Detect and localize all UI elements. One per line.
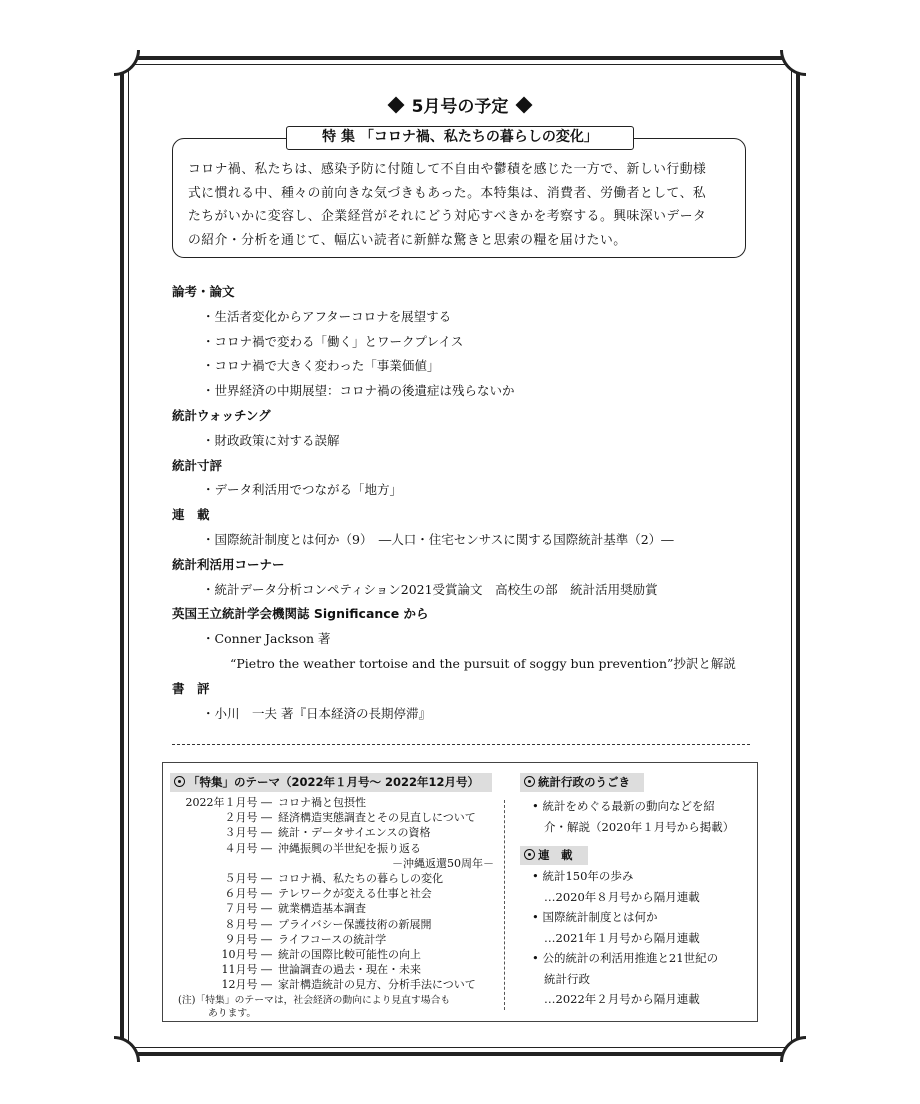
- theme-month: ８月号 ―: [224, 917, 272, 931]
- theme-topic: コロナ禍、私たちの暮らしの変化: [278, 871, 443, 885]
- list-item: “Pietro the weather tortoise and the pursuit of soggy bun prevention”抄訳と解説: [230, 655, 736, 671]
- divider: [172, 744, 750, 746]
- circle-dot-icon: [524, 849, 535, 860]
- list-item: ・世界経済の中期展望：コロナ禍の後遺症は残らないか: [202, 383, 515, 399]
- column-divider: [504, 800, 505, 1010]
- category-heading: 連 載: [172, 507, 210, 523]
- list-item: ・統計データ分析コンペティション2021受賞論文 高校生の部 統計活用奨励賞: [202, 581, 658, 597]
- theme-note-line: あります。: [208, 1008, 257, 1020]
- theme-row: [176, 871, 504, 886]
- theme-month: 10月号 ―: [221, 947, 272, 961]
- serial-line: …2021年１月号から隔月連載: [544, 930, 700, 945]
- serial-heading-text: 連 載: [538, 848, 573, 862]
- theme-month: ５月号 ―: [224, 871, 272, 885]
- serial-line: 統計行政: [544, 971, 590, 986]
- list-item: ・小川 一夫 著『日本経済の長期停滞』: [202, 705, 431, 721]
- serial-line: • 統計150年の歩み: [532, 869, 634, 883]
- themes-heading-text: 「特集」のテーマ（2022年１月号〜 2022年12月号）: [188, 775, 480, 789]
- admin-heading: [520, 773, 644, 792]
- contents-list: [172, 280, 772, 726]
- theme-topic: 世論調査の過去・現在・未来: [278, 963, 421, 977]
- category-heading: 統計ウォッチング: [172, 407, 271, 423]
- admin-line: • 統計をめぐる最新の動向などを紹: [532, 799, 715, 813]
- page-title: [0, 92, 920, 117]
- theme-row: [176, 901, 504, 916]
- list-item: ・コロナ禍で変わる「働く」とワークプレイス: [202, 333, 464, 349]
- category-heading: 統計寸評: [172, 457, 223, 473]
- category-heading: 統計利活用コーナー: [172, 556, 285, 572]
- theme-row: [176, 886, 504, 901]
- theme-month: ９月号 ―: [224, 932, 272, 946]
- theme-month: 2022年１月号 ―: [185, 796, 272, 809]
- feature-line: たちがいかに変容し、企業経営がそれにどう対応すべきかを考察する。興味深いデータ: [188, 209, 707, 224]
- theme-topic: 沖縄振興の半世紀を振り返る: [278, 841, 421, 855]
- serial-heading: [520, 846, 588, 865]
- themes-heading: [170, 773, 492, 792]
- category-heading: 英国王立統計学会機関誌 Significance から: [172, 606, 429, 622]
- admin-line: 介・解説（2020年１月号から掲載）: [544, 819, 735, 834]
- theme-topic: テレワークが変える仕事と社会: [278, 887, 432, 901]
- theme-row: [176, 810, 504, 825]
- theme-note-line: (注)「特集」のテーマは，社会経済の動向により見直す場合も: [178, 995, 451, 1007]
- theme-subtitle: －沖縄返還50周年－: [392, 856, 494, 870]
- theme-row: [176, 841, 504, 856]
- feature-description: [188, 158, 736, 252]
- theme-month: 11月号 ―: [221, 963, 272, 977]
- theme-topic: 経済構造実態調査とその見直しについて: [278, 811, 476, 825]
- category-heading: 書 評: [172, 680, 210, 696]
- page-title-text: 5月号の予定: [411, 97, 509, 117]
- theme-month: 12月号 ―: [221, 978, 272, 992]
- theme-row: [176, 977, 504, 992]
- theme-month: ６月号 ―: [224, 887, 272, 901]
- theme-row: [176, 947, 504, 962]
- theme-month: ２月号 ―: [224, 811, 272, 825]
- admin-heading-text: 統計行政のうごき: [538, 775, 630, 789]
- circle-dot-icon: [174, 776, 185, 787]
- theme-topic: ライフコースの統計学: [278, 932, 387, 946]
- admin-list: [532, 796, 752, 837]
- feature-line: 式に慣れる中、種々の前向きな気づきもあった。本特集は、消費者、労働者として、私: [188, 185, 707, 201]
- theme-month: ７月号 ―: [224, 902, 272, 916]
- theme-topic: 就業構造基本調査: [278, 902, 366, 916]
- theme-topic: 統計・データサイエンスの資格: [278, 826, 431, 840]
- serial-line: • 国際統計制度とは何か: [532, 910, 658, 924]
- serial-list: [532, 866, 752, 1010]
- theme-topic: コロナ禍と包摂性: [278, 796, 366, 809]
- diamond-icon: [387, 97, 404, 114]
- list-item: ・コロナ禍で大きく変わった「事業価値」: [202, 358, 440, 374]
- feature-line: コロナ禍、私たちは、感染予防に付随して不自由や鬱積を感じた一方で、新しい行動様: [188, 162, 707, 177]
- theme-note: [176, 994, 504, 1020]
- theme-row: [176, 795, 504, 810]
- theme-topic: 家計構造統計の見方、分析手法について: [278, 978, 476, 992]
- list-item: ・国際統計制度とは何か（9） ―人口・住宅センサスに関する国際統計基準（2）―: [202, 531, 674, 547]
- list-item: ・財政政策に対する誤解: [202, 432, 340, 448]
- category-heading: 論考・論文: [172, 284, 235, 299]
- theme-row: [176, 962, 504, 977]
- theme-month: ４月号 ―: [224, 841, 272, 855]
- list-item: ・データ利活用でつながる「地方」: [202, 482, 403, 498]
- serial-line: …2022年２月号から隔月連載: [544, 992, 700, 1006]
- serial-line: • 公的統計の利活用推進と21世紀の: [532, 951, 719, 965]
- feature-label: 特 集 「コロナ禍、私たちの暮らしの変化」: [286, 126, 634, 150]
- diamond-icon: [516, 97, 533, 114]
- theme-row: [176, 917, 504, 932]
- list-item: ・生活者変化からアフターコロナを展望する: [202, 308, 452, 324]
- circle-dot-icon: [524, 776, 535, 787]
- theme-topic: プライバシー保護技術の新展開: [278, 917, 432, 931]
- theme-row: [176, 825, 504, 840]
- themes-list: [176, 795, 504, 1020]
- list-item: ・Conner Jackson 著: [202, 631, 331, 647]
- theme-month: ３月号 ―: [224, 826, 272, 840]
- theme-topic: 統計の国際比較可能性の向上: [278, 947, 421, 961]
- feature-line: の紹介・分析を通じて、幅広い読者に新鮮な驚きと思索の糧を届けたい。: [188, 232, 627, 248]
- theme-row: [176, 932, 504, 947]
- serial-line: …2020年８月号から隔月連載: [544, 889, 700, 904]
